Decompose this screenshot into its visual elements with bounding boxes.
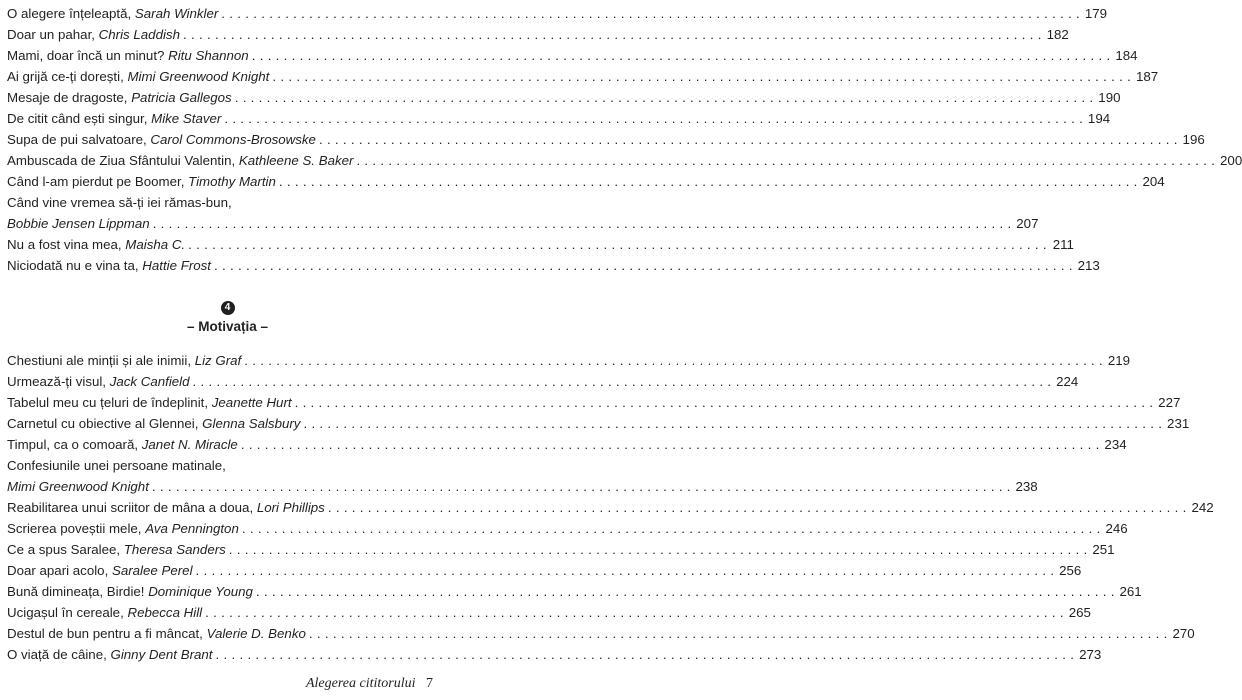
- dot-leader: [153, 213, 1012, 234]
- page-footer: [306, 676, 433, 692]
- toc-entry: [7, 434, 1127, 455]
- toc-section-3-entries: [7, 3, 1242, 276]
- dot-leader: [229, 539, 1088, 560]
- entry-author: Kathleene S. Baker: [238, 153, 354, 168]
- dot-leader: [214, 255, 1073, 276]
- toc-entry: [7, 150, 1242, 171]
- entry-page-number: 265: [1068, 605, 1091, 620]
- entry-page-number: 238: [1015, 479, 1038, 494]
- dot-leader: [152, 476, 1011, 497]
- toc-entry: [7, 24, 1069, 45]
- toc-entry: [7, 255, 1100, 276]
- entry-author: Chris Laddish: [98, 27, 180, 42]
- entry-title: Carnetul cu obiective al Glennei,: [7, 416, 203, 431]
- entry-title: O viață de câine,: [7, 647, 111, 662]
- entry-page-number: 196: [1182, 132, 1205, 147]
- entry-title: Destul de bun pentru a fi mâncat,: [7, 626, 207, 641]
- entry-page-number: 213: [1077, 258, 1100, 273]
- dot-leader: [356, 150, 1215, 171]
- toc-entry: [7, 539, 1115, 560]
- section-title-wrap: [0, 318, 455, 336]
- toc-entry: [7, 66, 1159, 87]
- toc-section-4-entries: [7, 350, 1214, 665]
- dot-leader: [235, 87, 1094, 108]
- entry-author: Glenna Salsbury: [202, 416, 301, 431]
- entry-page-number: 200: [1220, 153, 1242, 168]
- toc-entry: [7, 581, 1142, 602]
- entry-title: Ce a spus Saralee,: [7, 542, 124, 557]
- entry-author: Carol Commons-Brosowske: [150, 132, 316, 147]
- section-header: [0, 297, 455, 315]
- entry-page-number: 207: [1016, 216, 1039, 231]
- entry-page-number: 273: [1079, 647, 1102, 662]
- toc-entry: [7, 129, 1205, 150]
- toc-entry: [7, 455, 1038, 497]
- entry-title: Ai grijă ce-ți dorești,: [7, 69, 128, 84]
- entry-title: Mesaje de dragoste,: [7, 90, 132, 105]
- dot-leader: [205, 602, 1064, 623]
- toc-entry: [7, 192, 1039, 234]
- entry-title: Scrierea poveștii mele,: [7, 521, 146, 536]
- entry-title: Niciodată nu e vina ta,: [7, 258, 143, 273]
- section-title: – Motivația –: [186, 319, 269, 334]
- toc-entry: [7, 3, 1108, 24]
- entry-title: Doar un pahar,: [7, 27, 99, 42]
- running-title: Alegerea cititorului: [305, 676, 416, 691]
- entry-page-number: 242: [1191, 500, 1214, 515]
- dot-leader: [303, 413, 1162, 434]
- toc-entry: [7, 108, 1111, 129]
- entry-page-number: 234: [1104, 437, 1127, 452]
- entry-page-number: 204: [1142, 174, 1165, 189]
- dot-leader: [244, 350, 1103, 371]
- entry-author: Timothy Martin: [188, 174, 276, 189]
- dot-leader: [221, 3, 1080, 24]
- entry-author: Maisha C.: [125, 237, 186, 252]
- entry-author: Mimi Greenwood Knight: [7, 479, 149, 494]
- entry-page-number: 261: [1119, 584, 1142, 599]
- entry-page-number: 224: [1056, 374, 1079, 389]
- entry-author: Mimi Greenwood Knight: [127, 69, 270, 84]
- entry-page-number: 184: [1115, 48, 1138, 63]
- toc-entry: [7, 234, 1074, 255]
- entry-title: O alegere înțeleaptă,: [7, 6, 135, 21]
- toc-entry: [7, 644, 1102, 665]
- entry-page-number: 187: [1135, 69, 1159, 84]
- toc-entry: [7, 45, 1138, 66]
- entry-title: De citit când ești singur,: [7, 111, 152, 126]
- entry-author: Sarah Winkler: [134, 6, 219, 21]
- dot-leader: [193, 371, 1052, 392]
- dot-leader: [242, 518, 1101, 539]
- entry-title: Tabelul meu cu țeluri de îndeplinit,: [7, 395, 212, 410]
- entry-page-number: 270: [1172, 626, 1195, 641]
- entry-author: Hattie Frost: [142, 258, 211, 273]
- entry-author: Jeanette Hurt: [211, 395, 292, 410]
- entry-title: Ucigașul în cereale,: [7, 605, 128, 620]
- entry-author: Patricia Gallegos: [131, 90, 232, 105]
- toc-entry: [7, 392, 1181, 413]
- dot-leader: [183, 24, 1042, 45]
- entry-title: Când vine vremea să-ți iei rămas-bun,: [7, 195, 232, 210]
- entry-page-number: 227: [1158, 395, 1181, 410]
- entry-page-number: 179: [1084, 6, 1108, 21]
- toc-entry: [7, 171, 1165, 192]
- entry-page-number: 190: [1098, 90, 1121, 105]
- entry-author: Janet N. Miracle: [141, 437, 238, 452]
- entry-author: Ginny Dent Brant: [110, 647, 213, 662]
- entry-title: Mami, doar încă un minut?: [7, 48, 169, 63]
- entry-author: Saralee Perel: [111, 563, 193, 578]
- toc-entry: [7, 602, 1091, 623]
- entry-page-number: 231: [1167, 416, 1190, 431]
- dot-leader: [272, 66, 1131, 87]
- entry-title: Doar apari acolo,: [7, 563, 112, 578]
- dot-leader: [319, 129, 1178, 150]
- entry-author: Lori Phillips: [256, 500, 325, 515]
- dot-leader: [252, 45, 1111, 66]
- entry-title: Reabilitarea unui scriitor de mâna a doua,: [7, 500, 257, 515]
- dot-leader: [279, 171, 1138, 192]
- toc-entry: [7, 350, 1131, 371]
- entry-author: Valerie D. Benko: [206, 626, 306, 641]
- dot-leader: [241, 434, 1100, 455]
- entry-title: Nu a fost vina mea,: [7, 237, 126, 252]
- entry-author: Liz Graf: [194, 353, 242, 368]
- entry-page-number: 246: [1105, 521, 1128, 536]
- entry-title: Chestiuni ale minții și ale inimii,: [7, 353, 195, 368]
- entry-author: Mike Staver: [151, 111, 222, 126]
- entry-title: Timpul, ca o comoară,: [7, 437, 142, 452]
- entry-page-number: 194: [1087, 111, 1111, 126]
- page-number: 7: [426, 676, 433, 691]
- dot-leader: [224, 108, 1083, 129]
- toc-entry: [7, 413, 1190, 434]
- entry-author: Theresa Sanders: [123, 542, 226, 557]
- entry-page-number: 211: [1052, 237, 1074, 252]
- dot-leader: [196, 560, 1055, 581]
- toc-entry: [7, 497, 1214, 518]
- toc-entry: [7, 87, 1121, 108]
- toc-entry: [7, 371, 1079, 392]
- dot-leader: [309, 623, 1168, 644]
- toc-entry: [7, 560, 1082, 581]
- dot-leader: [328, 497, 1187, 518]
- entry-title: Când l-am pierdut pe Boomer,: [7, 174, 189, 189]
- section-number-badge: 4: [221, 301, 235, 315]
- entry-title: Confesiunile unei persoane matinale,: [7, 458, 226, 473]
- entry-author: Ritu Shannon: [168, 48, 249, 63]
- entry-title: Bună dimineața, Birdie!: [7, 584, 149, 599]
- dot-leader: [256, 581, 1115, 602]
- entry-page-number: 251: [1092, 542, 1115, 557]
- entry-page-number: 182: [1046, 27, 1069, 42]
- entry-author: Bobbie Jensen Lippman: [7, 216, 150, 231]
- dot-leader: [295, 392, 1154, 413]
- entry-page-number: 256: [1059, 563, 1082, 578]
- entry-page-number: 219: [1107, 353, 1131, 368]
- entry-author: Jack Canfield: [109, 374, 190, 389]
- entry-title: Ambuscada de Ziua Sfântului Valentin,: [7, 153, 239, 168]
- dot-leader: [215, 644, 1074, 665]
- toc-entry: [7, 518, 1128, 539]
- entry-author: Rebecca Hill: [127, 605, 203, 620]
- entry-author: Dominique Young: [148, 584, 253, 599]
- entry-title: Urmează-ți visul,: [7, 374, 110, 389]
- entry-title: Supa de pui salvatoare,: [7, 132, 151, 147]
- entry-author: Ava Pennington: [145, 521, 239, 536]
- toc-entry: [7, 623, 1195, 644]
- dot-leader: [188, 234, 1047, 255]
